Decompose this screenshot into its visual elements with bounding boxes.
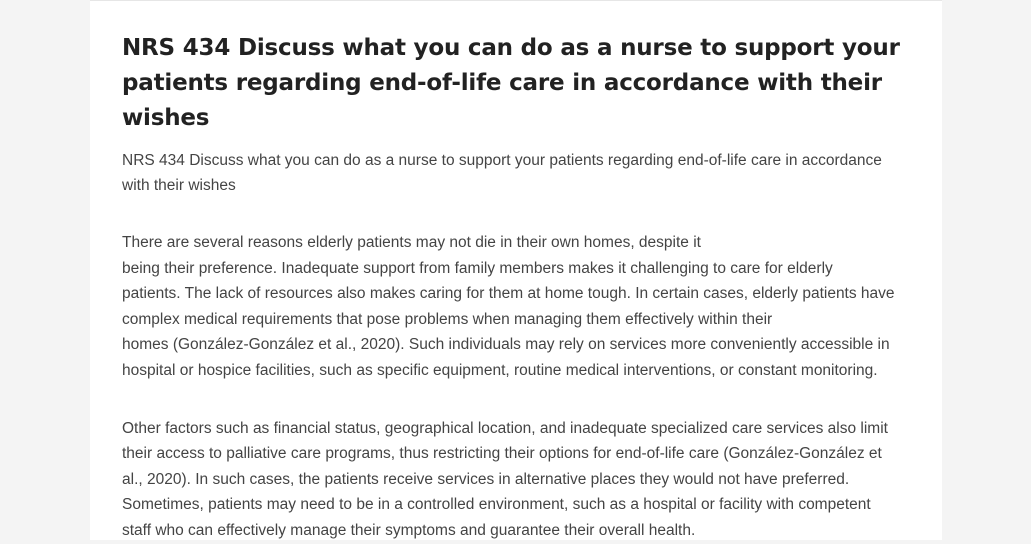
article-card [90,0,942,540]
article-subtitle: NRS 434 Discuss what you can do as a nurse to support your patients regarding end-of-life care in accordance with their wishes [122,152,882,194]
paragraph-2-line: their access to palliative care programs, thus restricting their options for end-of-life care (González-González et [122,445,882,463]
article-paragraph-1 [122,230,912,384]
article-content [122,31,912,544]
paragraph-2-line: Sometimes, patients may need to be in a controlled environment, such as a hospital or facility with competent [122,496,871,514]
paragraph-1-line: complex medical requirements that pose problems when managing them effectively within their [122,310,773,328]
paragraph-2-line: Other factors such as financial status, geographical location, and inadequate specialized care services also limit [122,419,888,437]
article-title: NRS 434 Discuss what you can do as a nurse to support your patients regarding end-of-life care in accordance with their wishes [122,35,900,131]
paragraph-1-line: homes (González-González et al., 2020). Such individuals may rely on services more conveniently accessible in [122,336,890,354]
paragraph-1-line: being their preference. Inadequate support from family members makes it challenging to care for elderly [122,259,833,277]
paragraph-1-line: hospital or hospice facilities, such as specific equipment, routine medical interventions, or constant monitoring. [122,361,878,379]
paragraph-2-line: al., 2020). In such cases, the patients receive services in alternative places they would not have preferred. [122,470,850,488]
paragraph-1-line: There are several reasons elderly patients may not die in their own homes, despite it [122,234,701,251]
article-paragraph-2 [122,416,912,544]
paragraph-2-line: staff who can effectively manage their symptoms and guarantee their overall health. [122,521,696,539]
paragraph-1-line: patients. The lack of resources also makes caring for them at home tough. In certain cases, elderly patients have [122,285,895,303]
